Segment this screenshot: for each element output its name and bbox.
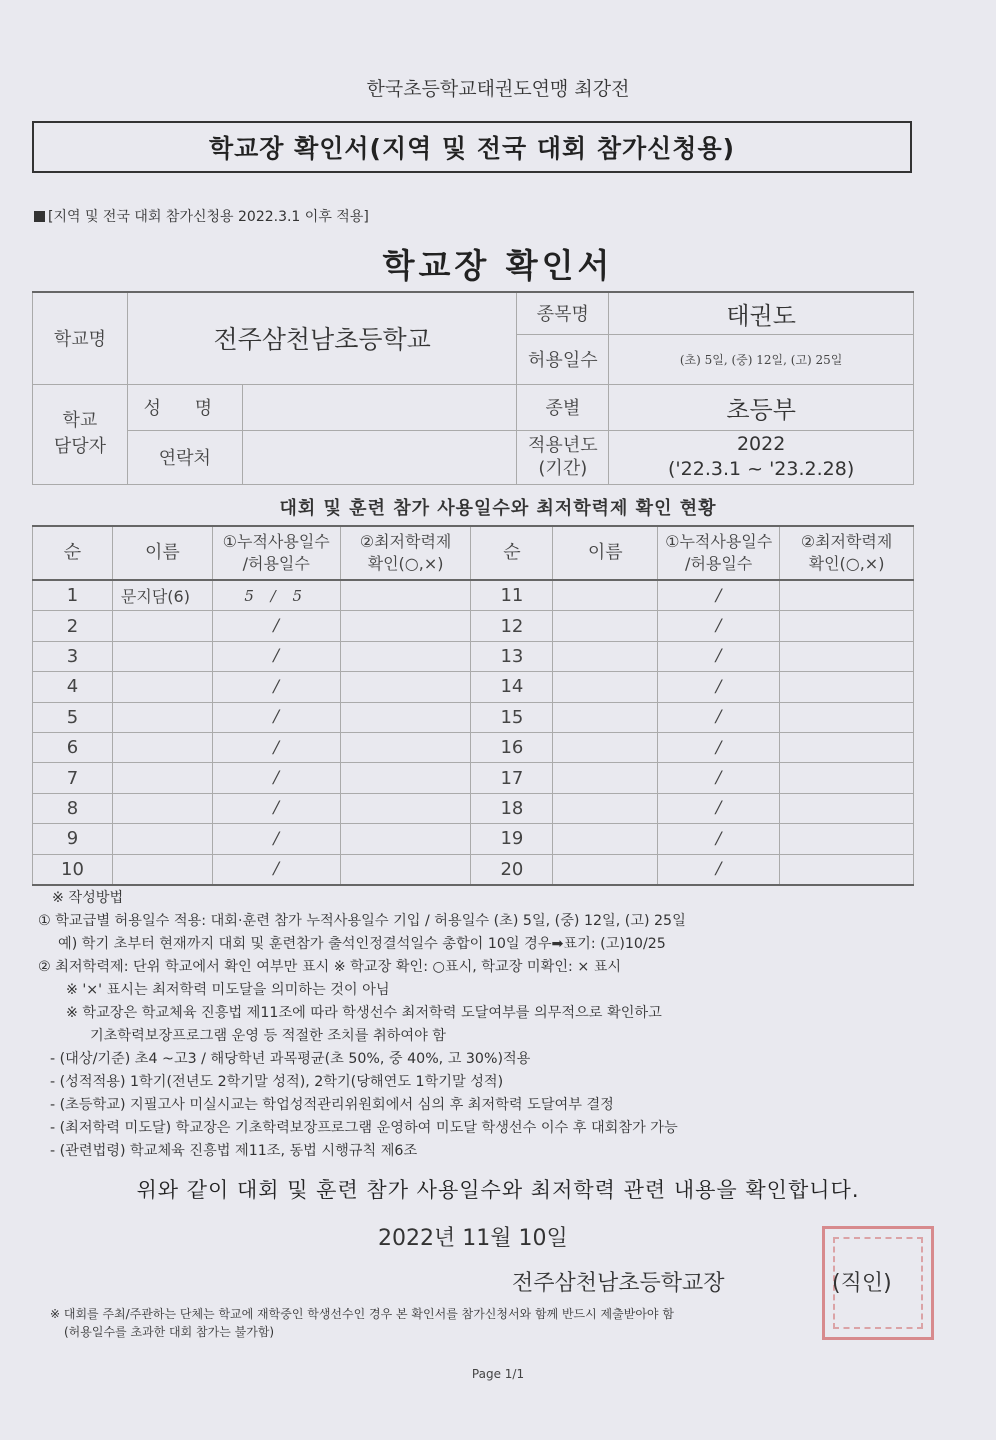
main-title: 학교장 확인서: [382, 246, 614, 285]
footnote-line-1: ※ 대회를 주최/주관하는 단체는 학교에 재학중인 학생선수인 경우 본 확인서를 참가신청서와 함께 반드시 제출받아야 함: [50, 1307, 674, 1321]
table-row: [33, 702, 914, 732]
row-academic[interactable]: [780, 793, 914, 823]
principal-title: 전주삼천남초등학교장: [512, 1271, 725, 1296]
row-academic[interactable]: [340, 763, 471, 793]
row-name[interactable]: [112, 763, 212, 793]
row-no: 11: [471, 580, 553, 611]
row-days[interactable]: /: [658, 824, 780, 854]
row-days[interactable]: /: [212, 732, 340, 762]
row-no: 19: [471, 824, 553, 854]
year-label: 적용년도 (기간): [517, 430, 609, 484]
issue-date: 2022년 11월 10일: [378, 1226, 568, 1251]
table-row: [33, 611, 914, 641]
col-no-header: 순: [33, 526, 113, 580]
row-name[interactable]: [553, 854, 658, 885]
status-table: [32, 525, 914, 886]
school-label: 학교명: [33, 292, 128, 384]
row-academic[interactable]: [340, 672, 471, 702]
contact-field[interactable]: [242, 430, 517, 484]
instruction-bullet: - (최저학력 미도달) 학교장은 기초학력보장프로그램 운영하여 미도달 학생선수 이수 후 대회참가 가능: [50, 1120, 678, 1136]
row-academic[interactable]: [780, 763, 914, 793]
col-name-header: 이름: [553, 526, 658, 580]
col-days-header: ①누적사용일수 /허용일수: [212, 526, 340, 580]
row-academic[interactable]: [780, 824, 914, 854]
table-row: [33, 672, 914, 702]
row-name[interactable]: [553, 580, 658, 611]
event-label: 종목명: [517, 292, 609, 334]
contact-label: 연락처: [127, 430, 242, 484]
table-row: [33, 641, 914, 671]
row-days[interactable]: 5 / 5: [212, 580, 340, 611]
page-number: Page 1/1: [471, 1367, 525, 1381]
row-name[interactable]: [553, 732, 658, 762]
col-days-header: ①누적사용일수 /허용일수: [658, 526, 780, 580]
row-academic[interactable]: [780, 580, 914, 611]
row-academic[interactable]: [780, 611, 914, 641]
allowed-days-label: 허용일수: [517, 334, 609, 384]
row-days[interactable]: /: [658, 793, 780, 823]
row-days[interactable]: /: [212, 611, 340, 641]
league-header: 한국초등학교태권도연맹 최강전: [366, 78, 630, 100]
row-academic[interactable]: [340, 702, 471, 732]
table-row: [33, 793, 914, 823]
year-value[interactable]: 2022: [736, 433, 786, 455]
row-no: 20: [471, 854, 553, 885]
row-days[interactable]: /: [212, 763, 340, 793]
instruction-bullet: - (대상/기준) 초4 ~고3 / 해당학년 과목평균(초 50%, 중 40%, 고 30%)적용: [50, 1051, 531, 1067]
row-academic[interactable]: [340, 854, 471, 885]
row-no: 3: [33, 641, 113, 671]
name-label: 성 명: [127, 384, 242, 430]
instruction-bullet: - (초등학교) 지필고사 미실시교는 학업성적관리위원회에서 심의 후 최저학력 도달여부 결정: [50, 1097, 614, 1113]
row-academic[interactable]: [340, 793, 471, 823]
row-days[interactable]: /: [212, 824, 340, 854]
row-name[interactable]: [112, 732, 212, 762]
row-days[interactable]: /: [658, 763, 780, 793]
row-no: 15: [471, 702, 553, 732]
row-academic[interactable]: [340, 611, 471, 641]
row-days[interactable]: /: [658, 854, 780, 885]
row-name[interactable]: 문지담(6): [112, 580, 212, 611]
row-no: 14: [471, 672, 553, 702]
row-no: 12: [471, 611, 553, 641]
row-days[interactable]: /: [658, 641, 780, 671]
row-name[interactable]: [553, 641, 658, 671]
instructions-heading: ※ 작성방법: [52, 890, 124, 906]
instruction-note-2-cont: 기초학력보장프로그램 운영 등 적절한 조치를 취하여야 함: [90, 1028, 446, 1044]
col-no-header: 순: [471, 526, 553, 580]
row-name[interactable]: [553, 611, 658, 641]
document-title: 학교장 확인서(지역 및 전국 대회 참가신청용): [32, 121, 912, 173]
event-value[interactable]: 태권도: [609, 292, 914, 334]
row-academic[interactable]: [340, 580, 471, 611]
row-name[interactable]: [112, 611, 212, 641]
row-academic[interactable]: [780, 641, 914, 671]
row-no: 10: [33, 854, 113, 885]
notice-line: [34, 206, 369, 226]
row-name[interactable]: [112, 702, 212, 732]
col-academic-header: ②최저학력제 확인(○,×): [780, 526, 914, 580]
row-no: 17: [471, 763, 553, 793]
instruction-item-2: ② 최저학력제: 단위 학교에서 확인 여부만 표시 ※ 학교장 확인: ○표시, 학교장 미확인: × 표시: [38, 959, 622, 975]
row-name[interactable]: [112, 641, 212, 671]
row-no: 5: [33, 702, 113, 732]
row-name[interactable]: [553, 793, 658, 823]
row-academic[interactable]: [340, 732, 471, 762]
instruction-note-2: ※ 학교장은 학교체육 진흥법 제11조에 따라 학생선수 최저학력 도달여부를 의무적으로 확인하고: [66, 1005, 662, 1021]
instruction-bullet: - (관련법령) 학교체육 진흥법 제11조, 동법 시행규칙 제6조: [50, 1143, 418, 1159]
row-name[interactable]: [112, 854, 212, 885]
row-academic[interactable]: [780, 702, 914, 732]
row-name[interactable]: [553, 672, 658, 702]
row-days[interactable]: /: [212, 793, 340, 823]
row-academic[interactable]: [780, 672, 914, 702]
row-name[interactable]: [112, 824, 212, 854]
row-no: 8: [33, 793, 113, 823]
row-days[interactable]: /: [658, 672, 780, 702]
school-value[interactable]: 전주삼천남초등학교: [127, 292, 516, 384]
year-cell: [609, 430, 914, 484]
table-row: [33, 763, 914, 793]
status-header-row: [33, 526, 914, 580]
col-academic-header: ②최저학력제 확인(○,×): [340, 526, 471, 580]
table-row: [33, 854, 914, 885]
row-academic[interactable]: [780, 732, 914, 762]
row-days[interactable]: /: [212, 641, 340, 671]
instruction-item-1: ① 학교급별 허용일수 적용: 대회·훈련 참가 누적사용일수 기입 / 허용일수 (초) 5일, (중) 12일, (고) 25일: [38, 913, 686, 929]
row-name[interactable]: [112, 793, 212, 823]
seal-label: (직인): [832, 1271, 892, 1296]
row-no: 2: [33, 611, 113, 641]
footnote-line-2: (허용일수를 초과한 대회 참가는 불가함): [64, 1325, 275, 1339]
row-academic[interactable]: [780, 854, 914, 885]
row-no: 7: [33, 763, 113, 793]
row-no: 18: [471, 793, 553, 823]
row-days[interactable]: /: [212, 854, 340, 885]
manager-label: 학교 담당자: [33, 384, 128, 484]
row-academic[interactable]: [340, 824, 471, 854]
row-no: 16: [471, 732, 553, 762]
instruction-example: 예) 학기 초부터 현재까지 대회 및 훈련참가 출석인정결석일수 총합이 10일 경우➡표기: (고)10/25: [58, 936, 666, 952]
row-days[interactable]: /: [658, 732, 780, 762]
row-days[interactable]: /: [212, 672, 340, 702]
row-no: 9: [33, 824, 113, 854]
footnote: [50, 1305, 950, 1341]
row-days[interactable]: /: [658, 702, 780, 732]
square-bullet-icon: [34, 211, 45, 222]
name-field[interactable]: [242, 384, 517, 430]
row-name[interactable]: [553, 763, 658, 793]
instructions: [38, 887, 918, 1163]
col-name-header: 이름: [112, 526, 212, 580]
row-no: 4: [33, 672, 113, 702]
division-value[interactable]: 초등부: [609, 384, 914, 430]
status-title: 대회 및 훈련 참가 사용일수와 최저학력제 확인 현황: [279, 498, 717, 519]
row-no: 13: [471, 641, 553, 671]
row-academic[interactable]: [340, 641, 471, 671]
row-days[interactable]: /: [212, 702, 340, 732]
table-row: [33, 580, 914, 611]
confirmation-statement: 위와 같이 대회 및 훈련 참가 사용일수와 최저학력 관련 내용을 확인합니다.: [136, 1178, 860, 1202]
row-days[interactable]: /: [658, 611, 780, 641]
period-value[interactable]: ('22.3.1 ~ '23.2.28): [668, 458, 855, 480]
allowed-days-value: (초) 5일, (중) 12일, (고) 25일: [609, 334, 914, 384]
table-row: [33, 732, 914, 762]
instruction-bullet: - (성적적용) 1학기(전년도 2학기말 성적), 2학기(당해연도 1학기말 성적): [50, 1074, 504, 1090]
row-name[interactable]: [553, 702, 658, 732]
row-no: 1: [33, 580, 113, 611]
notice-text: [지역 및 전국 대회 참가신청용 2022.3.1 이후 적용]: [48, 209, 369, 225]
table-row: [33, 824, 914, 854]
instruction-note-1: ※ '×' 표시는 최저학력 미도달을 의미하는 것이 아님: [66, 982, 390, 998]
info-table: [32, 291, 914, 485]
division-label: 종별: [517, 384, 609, 430]
row-no: 6: [33, 732, 113, 762]
row-days[interactable]: /: [658, 580, 780, 611]
row-name[interactable]: [112, 672, 212, 702]
row-name[interactable]: [553, 824, 658, 854]
